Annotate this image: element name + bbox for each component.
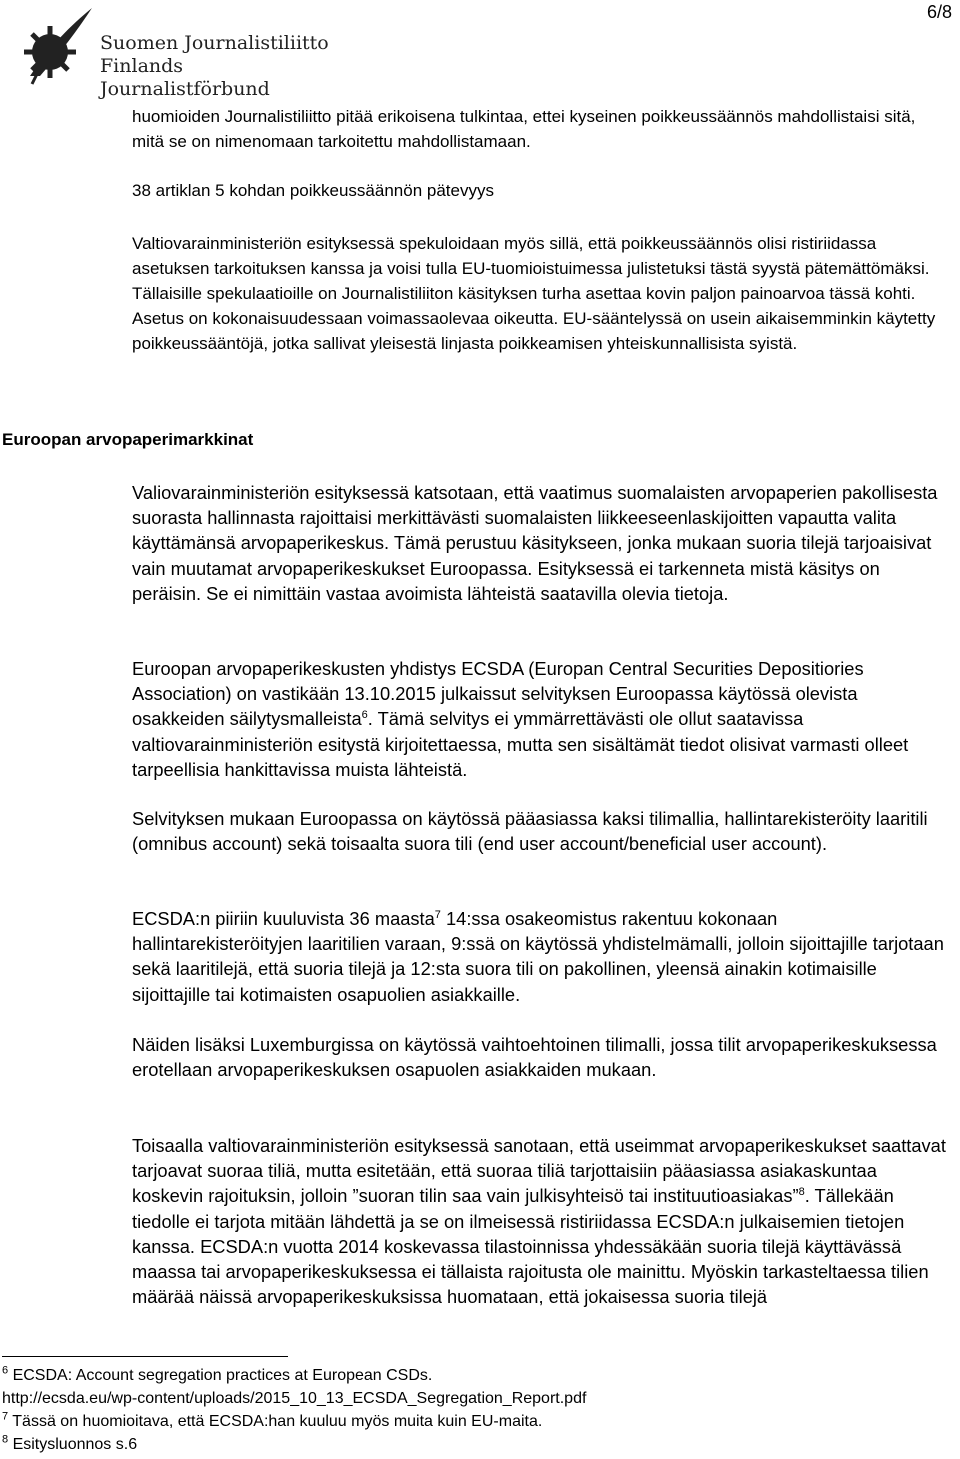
section2-p6 [132,1133,952,1309]
section-heading-38 [132,178,952,203]
section1-paragraph [132,231,952,356]
footnote-number: 7 [2,1410,9,1423]
footnote-ref-7[interactable]: 7 [434,908,441,921]
footnote-text: Esitysluonnos s.6 [12,1436,138,1453]
section2-p5 [132,1032,952,1082]
footnote-6-url[interactable] [2,1389,586,1409]
footnote-link[interactable]: http://ecsda.eu/wp-content/uploads/2015_10_13_ECSDA_Segregation_Report.pdf [2,1390,587,1407]
quill-sun-logo-icon [10,6,96,86]
footnote-7 [2,1412,542,1432]
footnote-text: ECSDA: Account segregation practices at European CSDs. [12,1367,433,1384]
section2-p4-text-b: 14:ssa osakeomistus rakentuu kokonaan hallintarekisteröityjen laaritilien varaan, 9:ssä on käytössä yhdistelmämalli, jolloin sijoittajille tarjotaan sekä laaritilejä, että suoria tilejä ja 12:sta suora tili on pakollinen, yleensä ainakin kotimaisille sijoittajille tai kotimaisten osapuolien asiakkaille. [132,908,944,1005]
section2-p2 [132,656,952,782]
org-name-fi: Suomen Journalistiliitto [100,32,329,54]
section2-p2-text-a: Euroopan arvopaperikeskusten yhdistys ECSDA (Europan Central Securities Depositiories Association) on vastikään 13.10.2015 julkaissut selvityksen Euroopassa käytössä olevista osakkeiden säilytysmalleista [132,658,864,730]
section2-p4 [132,906,952,1007]
section2-p2-text-b: . Tämä selvitys ei ymmärrettävästi ole ollut saatavissa valtiovarainministeriön esitystä kirjoitettaessa, mutta sen sisältämät tiedot olisivat varmasti olleet tarpeellisia hankittavissa muista lähteistä. [132,708,909,780]
intro-text: huomioiden Journalistiliitto pitää erikoisena tulkintaa, ettei kyseinen poikkeussäännös mahdollistaisi sitä, mitä se on nimenomaan tarkoitettu mahdollistamaan. [132,107,916,151]
footnote-ref-8[interactable]: 8 [798,1186,805,1199]
section2-p1-text: Valiovarainministeriön esityksessä katsotaan, että vaatimus suomalaisten arvopaperien pakollisesta suorasta hallinnasta rajoittaisi merkittävästi suomalaisten liikkeeseenlaskijoitten vapautta valita käyttämänsä arvopaperikeskus. Tämä perustuu käsitykseen, jonka mukaan suoria tilejä tarjoaisivat vain muutamat arvopaperikeskukset Euroopassa. Esityksessä ei tarkenneta mistä käsitys on peräisin. Se ei nimittäin vastaa avoimista lähteistä saatavilla olevia tietoja. [132,482,938,604]
footnote-number: 6 [2,1364,9,1377]
section2-p4-text-a: ECSDA:n piiriin kuuluvista 36 maasta [132,908,435,929]
section2-p3 [132,806,952,856]
section1-text: Valtiovarainministeriön esityksessä spekuloidaan myös sillä, että poikkeussäännös olisi ristiriidassa asetuksen tarkoituksen kanssa ja voisi tulla EU-tuomioistuimessa julistetuksi tästä syystä pätemättömäksi. Tällaisille spekulaatioille on Journalistiliiton käsityksen turha asettaa kovin paljon painoarvoa tässä kohti. Asetus on kokonaisuudessaan voimassaolevaa oikeutta. EU-sääntelyssä on usein aikaisemminkin käytetty poikkeussääntöjä, jotka sallivat yleisestä linjasta poikkeamisen yhteiskunnallisista syistä. [132,234,936,353]
footnote-ref-6[interactable]: 6 [361,709,368,722]
footnote-text: Tässä on huomioitava, että ECSDA:han kuuluu myös muita kuin EU-maita. [12,1413,543,1430]
footnote-8 [2,1435,137,1455]
org-name-sv: Finlands Journalistförbund [100,55,270,100]
section2-p6-text-b: . Tällekään tiedolle ei tarjota mitään lähdettä ja se on ilmeisessä ristiriidassa ECSDA:n julkaisemien tietojen kanssa. ECSDA:n vuotta 2014 koskevassa tilastoinnissa yhdessäkään suoria tilejä käyttävässä maassa tai arvopaperikeskuksessa ei tällaista rajoitusta ole mainittu. Myöskin tarkasteltaessa tilien määrää näissä arvopaperikeskuksissa huomataan, että jokaisessa suoria tilejä [132,1185,929,1308]
footnote-6 [2,1366,432,1386]
intro-paragraph [132,104,952,154]
header-logo [10,6,340,100]
section2-p1 [132,480,952,606]
footnote-separator [2,1356,288,1357]
section-heading-text: 38 artiklan 5 kohdan poikkeussäännön pätevyys [132,181,494,200]
footnote-number: 8 [2,1433,9,1446]
section2-p5-text: Näiden lisäksi Luxemburgissa on käytössä vaihtoehtoinen tilimalli, jossa tilit arvopaperikeskuksessa erotellaan arvopaperikeskuksen osapuolen asiakkaiden mukaan. [132,1034,937,1081]
section2-heading: Euroopan arvopaperimarkkinat [2,430,254,449]
page-number: 6/8 [926,2,952,22]
section2-p6-text-a: Toisaalla valtiovarainministeriön esityksessä sanotaan, että useimmat arvopaperikeskukset saattavat tarjoavat suoraa tiliä, mutta esitetään, että suoraa tiliä tarjottaisiin pääasiassa asiakaskuntaa koskevin rajoituksin, jolloin ”suoran tilin saa vain julkisyhteisö tai instituutioasiakas” [132,1135,946,1207]
section2-p3-text: Selvityksen mukaan Euroopassa on käytössä pääasiassa kaksi tilimallia, hallintarekisteröity laaritili (omnibus account) sekä toisaalta suora tili (end user account/beneficial user account). [132,808,928,855]
